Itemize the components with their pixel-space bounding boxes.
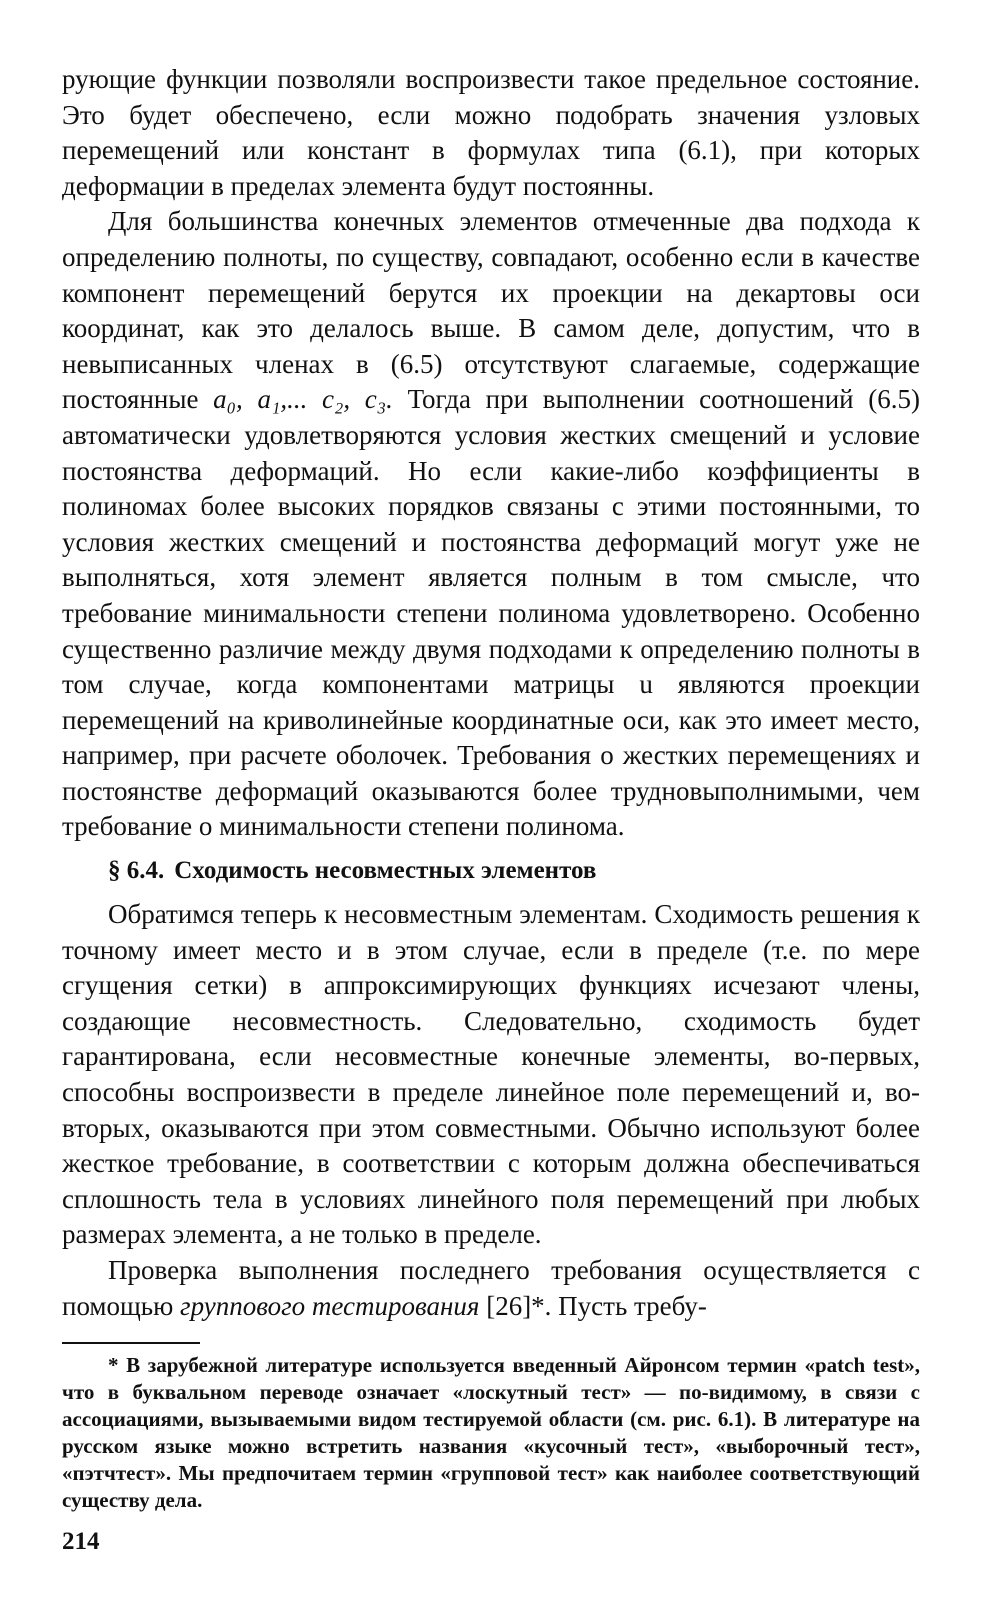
paragraph-4-text-end: [26]*. Пусть требу-: [479, 1290, 707, 1321]
paragraph-3: Обратимся теперь к несовместным элементам. Сходимость решения к точному имеет место и в этом случае, если в пределе (т.е. по мере сгущения сетки) в аппроксимирующих функциях исчезают члены, создающие несовместность. Следовательно, сходимость будет гарантирована, если несовместные конечные элементы, во-первых, способны воспроизвести в пределе линейное поле перемещений и, во-вторых, оказываются при этом совместными. Обычно используют более жесткое требование, в соответствии с которым должна обеспечиваться сплошность тела в условиях линейного поля перемещений при любых размерах элемента, а не только в пределе.: [62, 899, 920, 1250]
section-title: Сходимость несовместных элементов: [174, 857, 597, 885]
paragraph-4-text-start: Проверка выполнения последнего требования осуществляется с помощью: [62, 1255, 920, 1321]
section-heading: [108, 854, 920, 888]
paragraph-1: рующие функции позволяли воспроизвести такое предельное состояние. Это будет обеспечено, если можно подобрать значения узловых перемещений или констант в формулах типа (6.1), при которых деформации в пределах элемента будут постоянны.: [62, 64, 920, 201]
footnote: * В зарубежной литературе используется введенный Айронсом термин «patch test», что в буквальном переводе означает «лоскутный тест» — по-видимому, в связи с ассоциациями, вызываемыми видом тестируемой области (см. рис. 6.1). В литературе на русском языке можно встретить названия «кусочный тест», «выборочный тест», «пэтчтест». Мы предпочитаем термин «групповой тест» как наиболее соответствующий существу дела.: [62, 1353, 920, 1513]
book-page: [62, 62, 920, 1556]
paragraph-2: [62, 204, 920, 845]
footnote-divider: [62, 1342, 200, 1344]
paragraph-2-text-start: Для большинства конечных элементов отмеченные два подхода к определению полноты, по существу, совпадают, особенно если в качестве компонент перемещений берутся их проекции на декартовы оси координат, как это делалось выше. В самом деле, допустим, что в невыписанных членах в (6.5) отсутствуют слагаемые, содержащие постоянные: [62, 206, 920, 415]
math-constants-text: a₀, a₁,... c₂, c₃.: [213, 384, 393, 415]
section-number: § 6.4.: [108, 857, 165, 885]
math-constants: [213, 384, 393, 414]
italic-term: группового тестирования: [180, 1290, 480, 1321]
paragraph-4: [62, 1253, 920, 1324]
paragraph-2-text-end: Тогда при выполнении соотношений (6.5) автоматически удовлетворяются условия жестких смещений и условие постоянства деформаций. Но если какие-либо коэффициенты в полиномах более высоких порядков связаны с этими постоянными, то условия жестких смещений и постоянства деформаций могут уже не выполняться, хотя элемент является полным в том смысле, что требование минимальности степени полинома удовлетворено. Особенно существенно различие между двумя подходами к определению полноты в том случае, когда компонентами матрицы u являются проекции перемещений на криволинейные координатные оси, как это имеет место, например, при расчете оболочек. Требования о жестких перемещениях и постоянстве деформаций оказываются более трудновыполнимыми, чем требование о минимальности степени полинома.: [62, 384, 921, 842]
page-number: 214: [62, 1528, 100, 1556]
